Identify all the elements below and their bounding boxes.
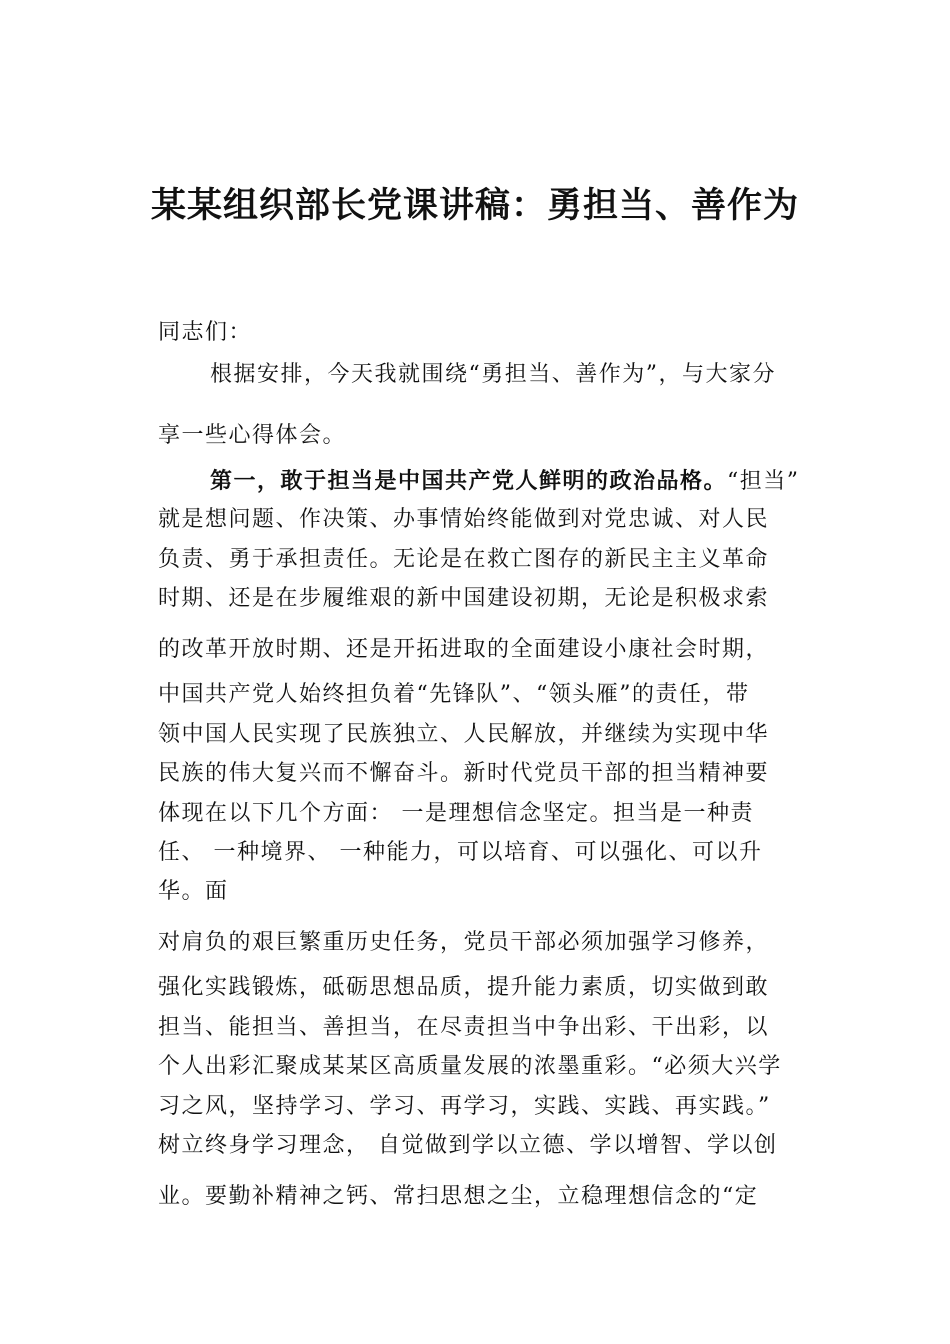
paragraph-line: 担当、能担当、善担当，在尽责担当中争出彩、干出彩，以 [158,1015,770,1040]
paragraph-line: 领中国人民实现了民族独立、人民解放，并继续为实现中华 [158,722,770,747]
paragraph-line: 对肩负的艰巨繁重历史任务，党员干部必须加强学习修养， [158,930,770,955]
paragraph-text: “担当” [727,469,800,494]
paragraph-line: 习之风，坚持学习、学习、再学习，实践、实践、再实践。” [158,1094,771,1119]
paragraph-line: 民族的伟大复兴而不懈奋斗。新时代党员干部的担当精神要 [158,761,770,786]
salutation-line: 同志们： [158,320,253,345]
paragraph-line: 时期、还是在步履维艰的新中国建设初期，无论是积极求索 [158,586,770,611]
paragraph-line: 树立终身学习理念， 自觉做到学以立德、学以增智、学以创 [158,1133,778,1158]
paragraph-line: 的改革开放时期、还是开拓进取的全面建设小康社会时期， [158,637,770,662]
paragraph-line: 体现在以下几个方面： 一是理想信念坚定。担当是一种责 [158,801,754,826]
paragraph-line: 个人出彩汇聚成某某区高质量发展的浓墨重彩。“必须大兴学 [158,1054,782,1079]
paragraph-line: 强化实践锻炼，砥砺思想品质，提升能力素质，切实做到敢 [158,975,770,1000]
document-title: 某某组织部长党课讲稿：勇担当、善作为 [150,185,799,226]
section-heading-bold: 第一，敢于担当是中国共产党人鲜明的政治品格。 [210,468,728,494]
paragraph-line: 任、 一种境界、 一种能力，可以培育、可以强化、可以升 [158,840,763,865]
paragraph-line: 业。要勤补精神之钙、常扫思想之尘，立稳理想信念的“定 [158,1184,759,1209]
paragraph-line: 根据安排，今天我就围绕“勇担当、善作为”，与大家分 [210,362,776,387]
paragraph-line: 中国共产党人始终担负着“先锋队”、“领头雁”的责任，带 [158,682,750,707]
paragraph-line: 华。面 [158,879,229,904]
paragraph-line [210,466,800,497]
paragraph-line: 享一些心得体会。 [158,423,347,448]
paragraph-line: 负责、勇于承担责任。无论是在救亡图存的新民主主义革命 [158,547,770,572]
paragraph-line: 就是想问题、作决策、办事情始终能做到对党忠诚、对人民 [158,507,770,532]
